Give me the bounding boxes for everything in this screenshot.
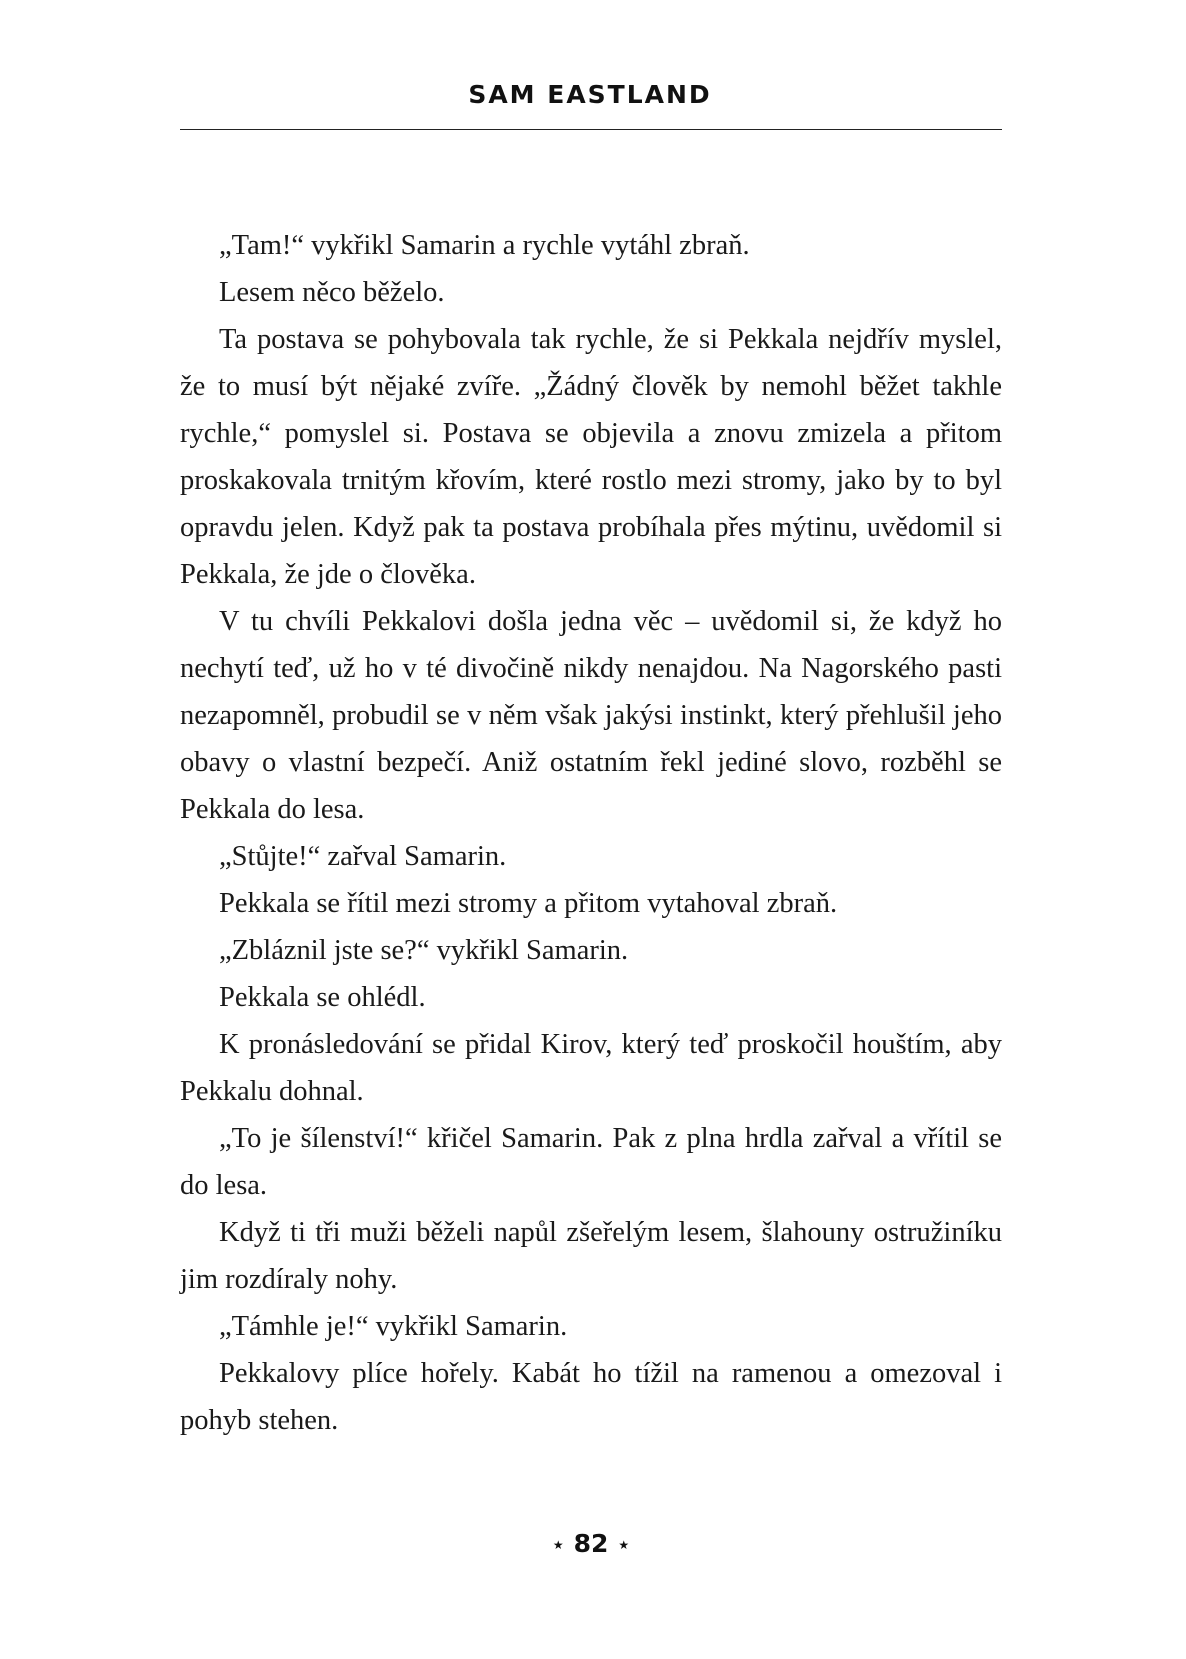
paragraph: V tu chvíli Pekkalovi došla jedna věc – uvědomil si, že když ho nechytí teď, už ho v té divočině nikdy nenajdou. Na Nagorského pasti nezapomněl, probudil se v něm však jakýsi instinkt, který přehlušil jeho obavy o vlastní bezpečí. Aniž ostatním řekl jediné slovo, rozběhl se Pekkala do lesa. xyxy=(180,606,1002,825)
header-divider xyxy=(180,129,1002,130)
page-number: 82 xyxy=(573,1529,609,1558)
paragraph: Pekkala se řítil mezi stromy a přitom vytahoval zbraň. xyxy=(219,888,838,919)
paragraph: „Támhle je!“ vykřikl Samarin. xyxy=(219,1311,568,1342)
running-header-title: SAM EASTLAND xyxy=(468,80,712,109)
paragraph: Pekkala se ohlédl. xyxy=(219,982,426,1013)
star-icon: ★ xyxy=(552,1538,564,1552)
body-text xyxy=(180,222,1002,1444)
paragraph: Pekkalovy plíce hořely. Kabát ho tížil na ramenou a omezoval i pohyb stehen. xyxy=(180,1358,1002,1436)
paragraph: „Zbláznil jste se?“ vykřikl Samarin. xyxy=(219,935,629,966)
paragraph: K pronásledování se přidal Kirov, který teď proskočil houštím, aby Pekkalu dohnal. xyxy=(180,1029,1002,1107)
paragraph: „Tam!“ vykřikl Samarin a rychle vytáhl zbraň. xyxy=(219,230,750,261)
paragraph: „Stůjte!“ zařval Samarin. xyxy=(219,841,507,872)
star-icon: ★ xyxy=(618,1538,630,1552)
paragraph: Lesem něco běželo. xyxy=(219,277,445,308)
page-number-footer xyxy=(180,1531,1002,1556)
paragraph: Když ti tři muži běželi napůl zšeřelým lesem, šlahouny ostružiníku jim rozdíraly nohy. xyxy=(180,1217,1002,1295)
paragraph: Ta postava se pohybovala tak rychle, že si Pekkala nejdřív myslel, že to musí být nějaké zvíře. „Žádný člověk by nemohl běžet takhle rychle,“ pomyslel si. Postava se objevila a znovu zmizela a přitom proskakovala trnitým křovím, které rostlo mezi stromy, jako by to byl opravdu jelen. Když pak ta postava probíhala přes mýtinu, uvědomil si Pekkala, že jde o člověka. xyxy=(180,324,1002,590)
paragraph: „To je šílenství!“ křičel Samarin. Pak z plna hrdla zařval a vřítil se do lesa. xyxy=(180,1123,1002,1201)
